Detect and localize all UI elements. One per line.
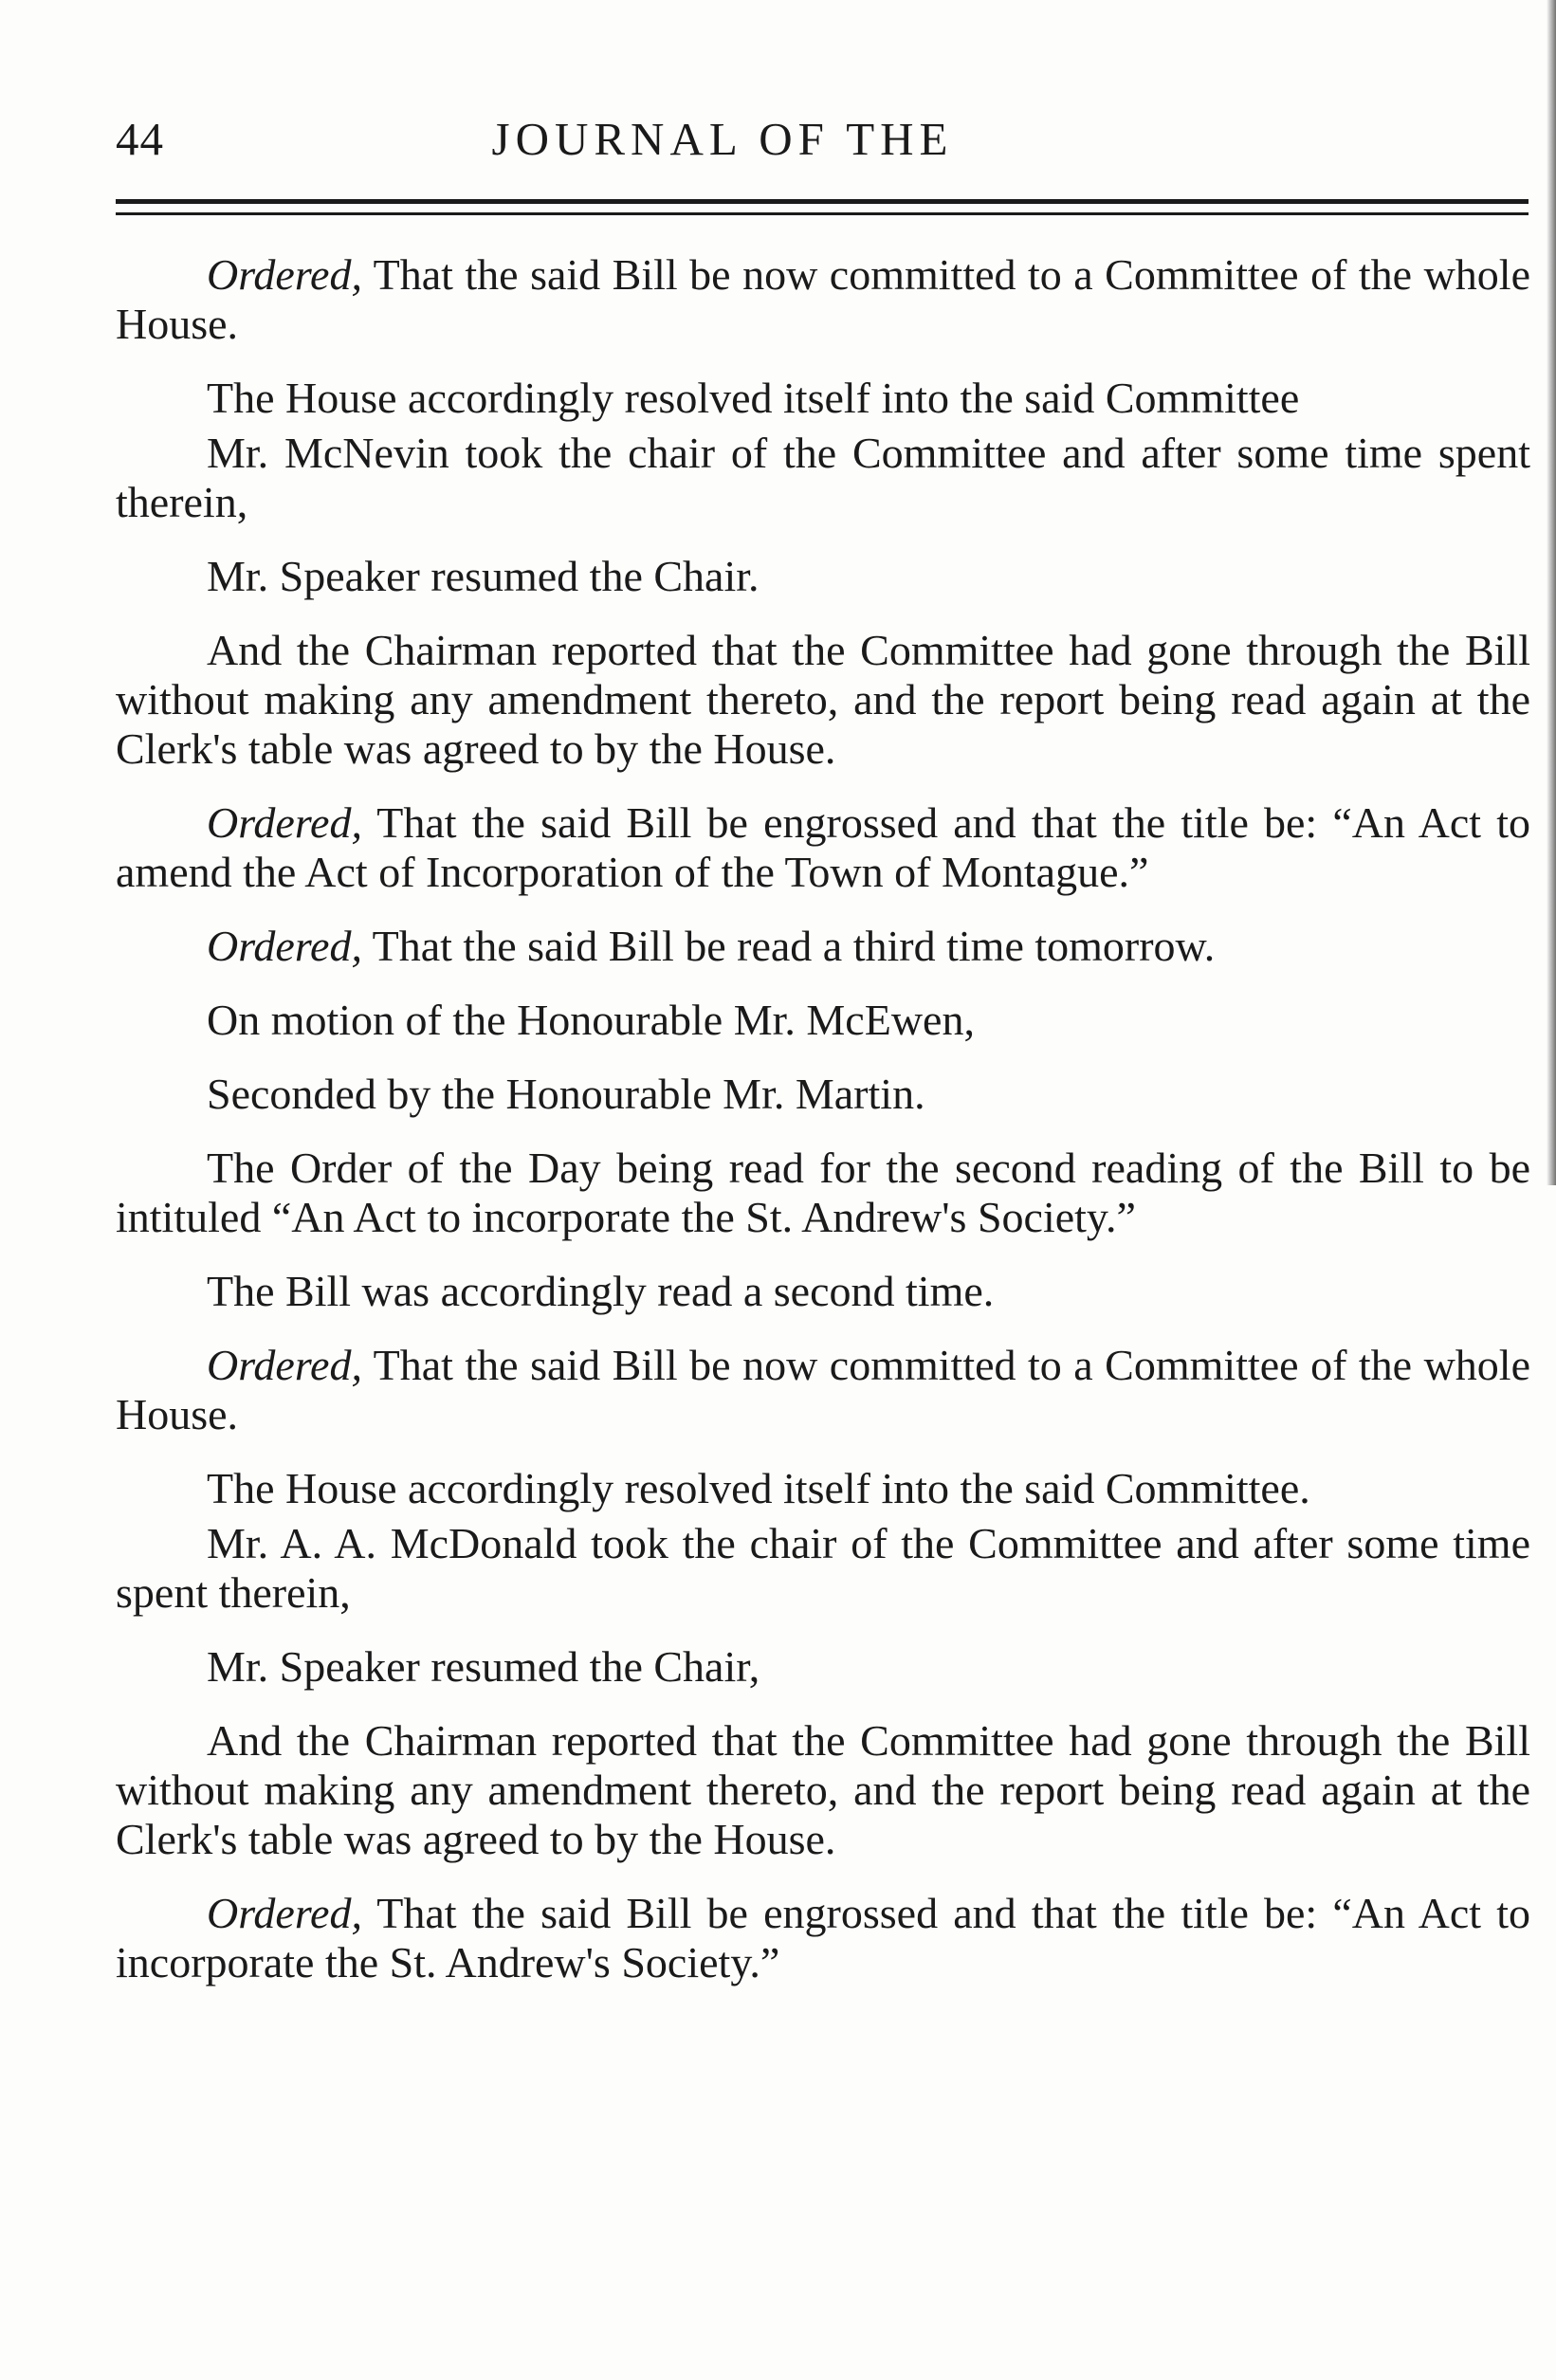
paragraph — [116, 798, 1530, 897]
ordered-lead: Ordered, — [207, 798, 362, 847]
ordered-lead: Ordered, — [207, 250, 362, 299]
paragraph-text: That the said Bill be read a third time tomorrow. — [361, 922, 1216, 970]
paragraph-text: Mr. McNevin took the chair of the Committee and after some time spent therein, — [116, 429, 1530, 526]
paragraph-text: And the Chairman reported that the Committee had gone through the Bill without making any amendment thereto, and the report being read again at the Clerk's table was agreed to by the House. — [116, 626, 1530, 773]
running-title: JOURNAL OF THE — [491, 113, 954, 165]
paragraph — [116, 1341, 1530, 1439]
page-number: 44 — [116, 113, 164, 165]
paragraph — [116, 922, 1530, 971]
paragraph — [116, 552, 1530, 601]
paragraph-text: Mr. Speaker resumed the Chair. — [207, 552, 760, 600]
paragraph-text: The House accordingly resolved itself into the said Committee — [207, 374, 1300, 422]
paragraph-text: That the said Bill be engrossed and that the title be: “An Act to amend the Act of Incorporation of the Town of Montague.” — [116, 798, 1530, 896]
page-header — [116, 112, 1538, 169]
paragraph — [116, 1267, 1530, 1316]
paragraph — [116, 1464, 1530, 1513]
paragraph-text: Mr. A. A. McDonald took the chair of the Committee and after some time spent therein, — [116, 1519, 1530, 1617]
paragraph-text: That the said Bill be now committed to a Committee of the whole House. — [116, 1341, 1530, 1438]
paragraph — [116, 1716, 1530, 1864]
paragraph-text: The Order of the Day being read for the second reading of the Bill to be intituled “An Act to incorporate the St. Andrew's Society.” — [116, 1144, 1530, 1241]
paragraph-text: On motion of the Honourable Mr. McEwen, — [207, 996, 975, 1044]
paragraph — [116, 1889, 1530, 1987]
paragraph — [116, 1070, 1530, 1119]
paragraph-text: The Bill was accordingly read a second time. — [207, 1267, 995, 1315]
paragraph-text: Seconded by the Honourable Mr. Martin. — [207, 1070, 925, 1118]
paragraph — [116, 1642, 1530, 1692]
page-edge-shadow — [1547, 0, 1556, 1185]
ordered-lead: Ordered, — [207, 922, 362, 970]
paragraph — [116, 996, 1530, 1045]
ordered-lead: Ordered, — [207, 1889, 362, 1937]
paragraph-text: That the said Bill be now committed to a Committee of the whole House. — [116, 250, 1530, 348]
journal-body — [116, 250, 1530, 2012]
paragraph-text: That the said Bill be engrossed and that the title be: “An Act to incorporate the St. Andrew's Society.” — [116, 1889, 1530, 1986]
paragraph — [116, 429, 1530, 527]
paragraph — [116, 374, 1530, 423]
ordered-lead: Ordered, — [207, 1341, 362, 1389]
paragraph-text: And the Chairman reported that the Committee had gone through the Bill without making any amendment thereto, and the report being read again at the Clerk's table was agreed to by the House. — [116, 1716, 1530, 1863]
header-rule-thick — [116, 199, 1529, 204]
paragraph — [116, 250, 1530, 349]
paragraph — [116, 626, 1530, 774]
paragraph-text: The House accordingly resolved itself into the said Committee. — [207, 1464, 1310, 1512]
paragraph — [116, 1144, 1530, 1242]
header-rule-thin — [116, 212, 1529, 215]
paragraph — [116, 1519, 1530, 1618]
paragraph-text: Mr. Speaker resumed the Chair, — [207, 1642, 760, 1691]
